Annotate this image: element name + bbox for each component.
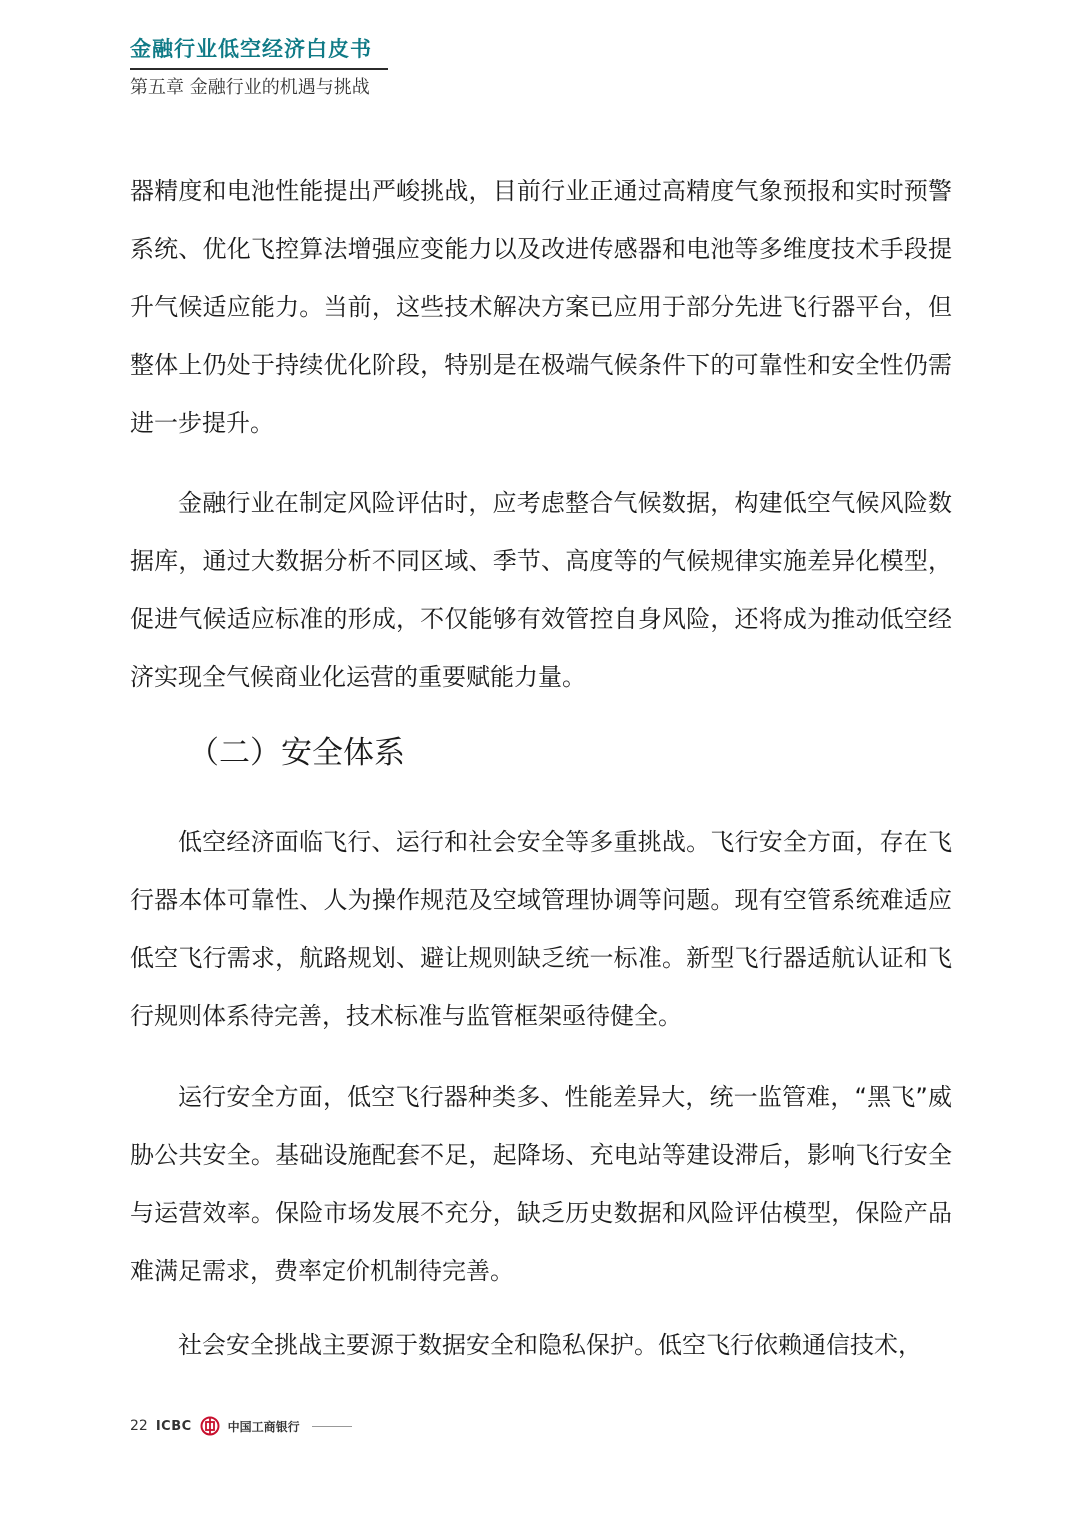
page-number: 22: [130, 1418, 148, 1434]
paragraph-flight-safety: 低空经济面临飞行、运行和社会安全等多重挑战。飞行安全方面，存在飞行器本体可靠性、人为操作规范及空域管理协调等问题。现有空管系统难适应低空飞行需求，航路规划、避让规则缺乏统一标准。新型飞行器适航认证和飞行规则体系待完善，技术标准与监管框架亟待健全。: [130, 828, 952, 1030]
page-footer: [130, 1416, 352, 1436]
paragraph-continued: 器精度和电池性能提出严峻挑战，目前行业正通过高精度气象预报和实时预警系统、优化飞控算法增强应变能力以及改进传感器和电池等多维度技术手段提升气候适应能力。当前，这些技术解决方案已应用于部分先进飞行器平台，但整体上仍处于持续优化阶段，特别是在极端气候条件下的可靠性和安全性仍需进一步提升。: [130, 177, 952, 437]
bank-name: 中国工商银行: [227, 1419, 300, 1434]
paragraph-risk-assessment: 金融行业在制定风险评估时，应考虑整合气候数据，构建低空气候风险数据库，通过大数据分析不同区域、季节、高度等的气候规律实施差异化模型，促进气候适应标准的形成，不仅能够有效管控自身风险，还将成为推动低空经济实现全气候商业化运营的重要赋能力量。: [130, 489, 952, 691]
chapter-title: 第五章 金融行业的机遇与挑战: [130, 77, 370, 98]
paragraph-operation-safety: 运行安全方面，低空飞行器种类多、性能差异大，统一监管难，“黑飞”威胁公共安全。基础设施配套不足，起降场、充电站等建设滞后，影响飞行安全与运营效率。保险市场发展不充分，缺乏历史数据和风险评估模型，保险产品难满足需求，费率定价机制待完善。: [130, 1083, 952, 1285]
section-heading: （二）安全体系: [188, 735, 405, 771]
paragraph-social-safety: 社会安全挑战主要源于数据安全和隐私保护。低空飞行依赖通信技术，: [178, 1331, 922, 1359]
footer-underline: [312, 1426, 352, 1427]
page-header: [130, 34, 390, 100]
icbc-wordmark: ICBC: [155, 1418, 192, 1434]
document-title: 金融行业低空经济白皮书: [130, 37, 372, 61]
header-divider: [130, 68, 388, 70]
icbc-logo-icon: [200, 1416, 220, 1436]
